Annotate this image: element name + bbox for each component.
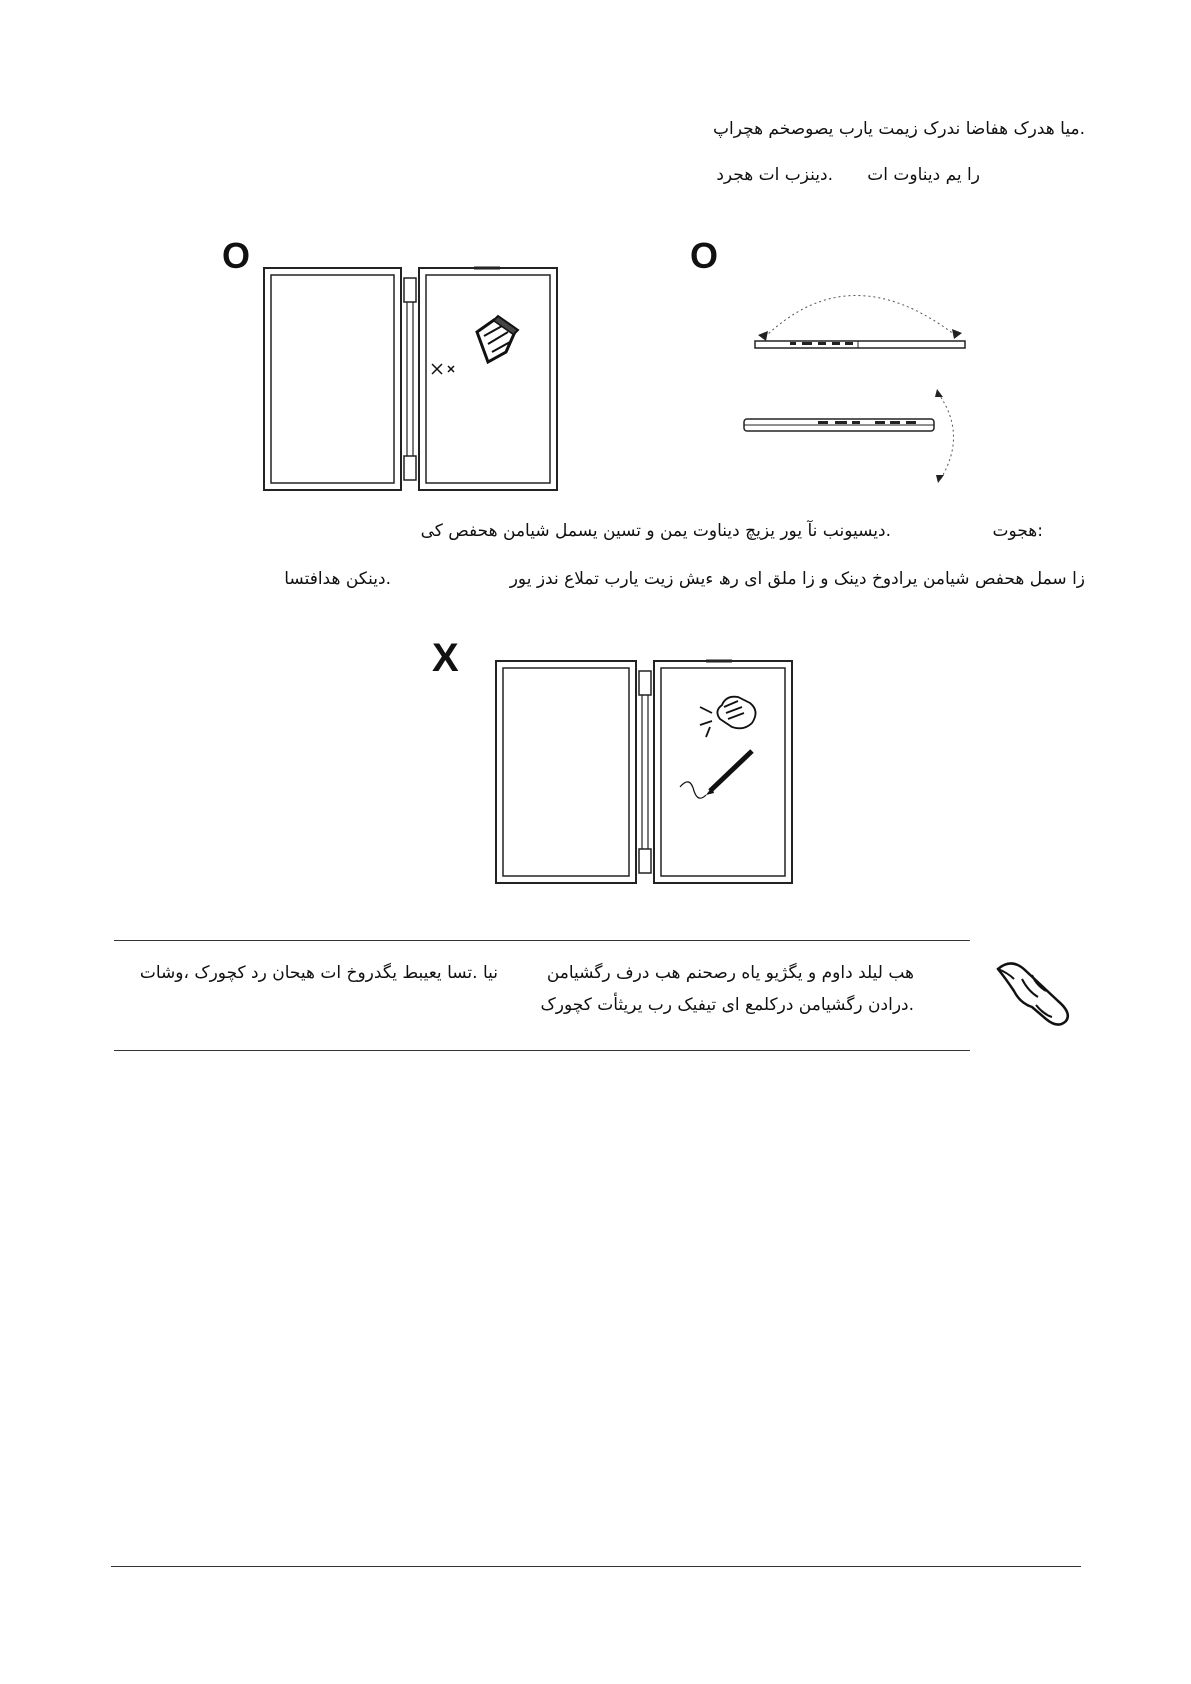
ok-mark-cloth: O	[222, 235, 251, 276]
footer-rule	[111, 1566, 1081, 1567]
note-label: :هجوت	[992, 521, 1043, 541]
pen-icon	[680, 751, 752, 798]
caution-hand-icon	[992, 955, 1082, 1027]
note-line-2-right: زا سمل هحفص شیامن یرادوخ دینک و زا ملق ای رھ ءیش زیت یارب تملاع ندز یور	[509, 569, 1085, 589]
hinge-bottom	[404, 456, 416, 480]
caution-line-1-right: هب لیلد داوم و یگژیو یاه رصحنم هب درف رگشیامن	[546, 963, 914, 983]
intro-line-1: .میا هدرک هفاضا ندرک زیمت یارب یصوصخم هچراپ	[712, 119, 1085, 139]
left-panel-frame	[264, 268, 401, 490]
note-line-1: .دیسیونب نآ یور یزیچ دیناوت یمن و تسین یسمل شیامن هحفص کی	[420, 521, 891, 541]
caution-line-1-left: نیا .تسا یعیبط یگدروخ ات هیحان رد کچورک ،وشات	[139, 963, 498, 983]
finger-touch-icon	[700, 697, 756, 737]
caution-line-2: .درادن رگشیامن درکلمع ای تیفیک رب یریثأت کچورک	[540, 995, 914, 1015]
ok-mark-rotate: O	[690, 235, 719, 276]
intro-line-2-right: را یم دیناوت ات	[867, 165, 980, 185]
hinge-top	[404, 278, 416, 302]
caution-bottom-rule	[114, 1050, 970, 1051]
cleaning-cloth-icon	[477, 316, 518, 362]
intro-line-2-left: .دینزب ات هجرد	[716, 165, 833, 185]
right-panel-frame	[419, 268, 557, 490]
sparkle-icon	[432, 364, 454, 374]
no-touch-no-pen-illustration	[494, 655, 796, 887]
cleaning-dual-screen-illustration	[262, 262, 562, 494]
note-line-2-left: .دینکن هدافتسا	[284, 569, 391, 589]
fold-angle-illustration	[740, 285, 980, 485]
not-allowed-mark: X	[432, 636, 459, 680]
right-screen	[426, 275, 550, 483]
left-screen	[271, 275, 394, 483]
caution-top-rule	[114, 940, 970, 941]
